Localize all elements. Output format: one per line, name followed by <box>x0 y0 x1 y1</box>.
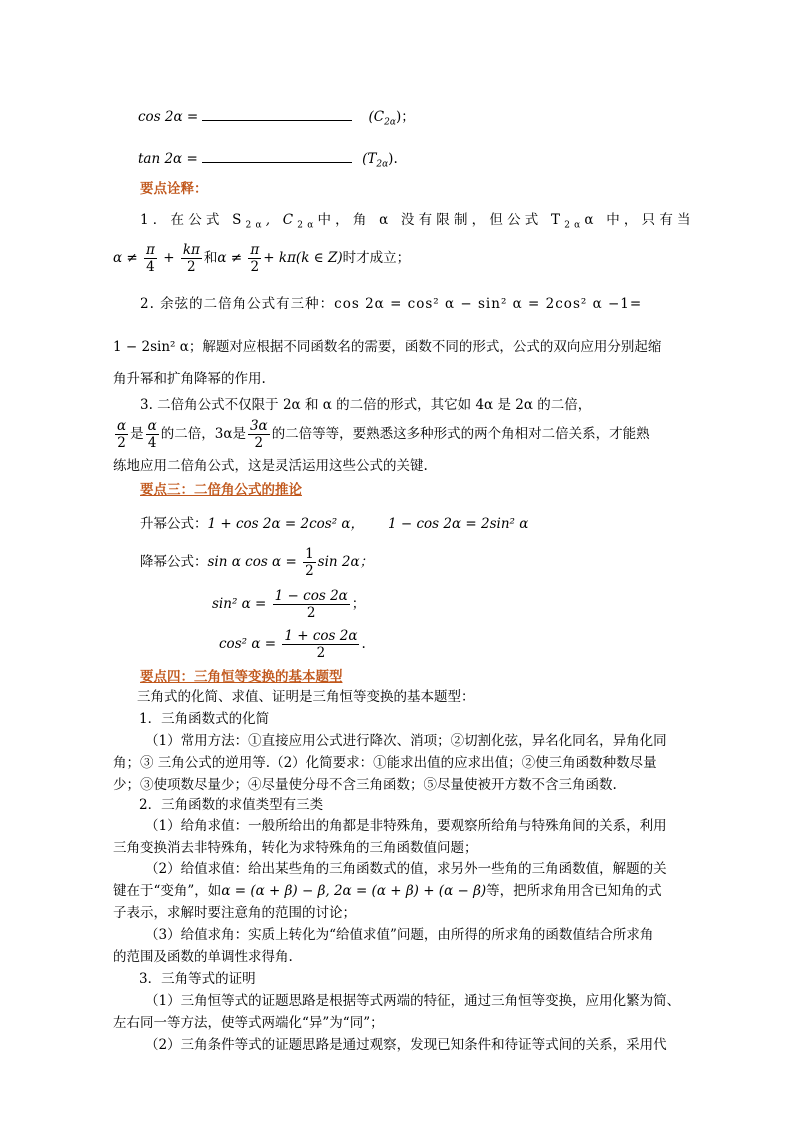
frac-den: 2 <box>254 435 264 452</box>
note3-line1: 3. 二倍角公式不仅限于 2α 和 α 的二倍的形式，其它如 4α 是 2α 的二倍， <box>140 397 592 413</box>
note3-mid: 的二倍，3α是 <box>160 426 246 443</box>
note1-sub-s: 2α <box>245 220 266 231</box>
lower-c-right: . <box>361 636 366 653</box>
note1-sub-t: 2α <box>564 220 585 231</box>
raise-formula-2: 1 − cos 2α = 2sin² α <box>388 516 529 532</box>
frac-num: 1 <box>305 546 314 562</box>
frac-den: 2 <box>187 259 196 276</box>
frac-den: 2 <box>305 563 314 580</box>
note1-line1 <box>140 212 695 232</box>
tan-blank <box>202 150 352 163</box>
sub2-line4-math: α = (α + β) − β, 2α = (α + β) + (α − β) <box>221 883 487 899</box>
note1-text-b: , C <box>265 212 298 228</box>
cos-tag-sub: 2α <box>384 117 396 128</box>
plus-sign: + <box>163 250 175 267</box>
frac-den: 2 <box>316 645 326 662</box>
frac-num: kπ <box>182 242 200 258</box>
lower-power-formula-c <box>219 628 366 661</box>
raise-label: 升幂公式： <box>140 516 208 532</box>
notes-heading: 要点诠释： <box>140 181 208 197</box>
tan-tag: (T <box>362 151 377 167</box>
lower-power-formula-a <box>140 546 373 579</box>
section4-sub2-line2: 三角变换消去非特殊角，转化为求特殊角的三角函数值问题； <box>113 840 478 856</box>
note1-text-a: 1．在公式 S <box>140 212 246 228</box>
section4-sub2-line6: （3）给值求角：实质上转化为“给值求值”问题，由所得的所求角的函数值结合所求角 <box>145 927 654 943</box>
fraction-alpha-over-2 <box>115 418 128 451</box>
section4-sub1-title: 1．三角函数式的化简 <box>139 711 270 727</box>
section4-sub3-title: 3．三角等式的证明 <box>139 971 256 987</box>
note1-text-d: α 中，只有当 <box>584 212 695 228</box>
fraction-pi-over-2 <box>248 242 261 275</box>
tan-double-angle-formula <box>138 150 398 171</box>
frac-den: 4 <box>146 259 155 276</box>
fraction-kpi-over-2 <box>181 242 202 275</box>
frac-den: 2 <box>117 435 126 452</box>
section4-sub2-line5: 子表示，求解时要注意角的范围的讨论； <box>113 905 356 921</box>
frac-den: 2 <box>306 605 316 622</box>
note2-line3: 角升幂和扩角降幂的作用. <box>113 371 266 387</box>
section4-sub2-line1: （1）给角求值：一般所给出的角都是非特殊角，要观察所给角与特殊角间的关系，利用 <box>145 818 667 834</box>
fraction-pi-over-4 <box>144 242 157 275</box>
lower-a-left: sin α cos α = <box>207 554 297 571</box>
fraction-c <box>282 628 359 661</box>
section4-sub2-line7: 的范围及函数的单调性求得角. <box>113 949 293 965</box>
frac-den: 4 <box>147 435 157 452</box>
cos-blank <box>202 108 352 121</box>
frac-den: 2 <box>250 259 260 276</box>
note3-line3: 练地应用二倍角公式，这是灵活运用这些公式的关键. <box>113 458 428 474</box>
note2-line2: 1 − 2sin² α；解题对应根据不同函数名的需要，函数不同的形式，公式的双向应用分别起缩 <box>113 339 662 355</box>
section4-sub2-line3: （2）给值求值：给出某些角的三角函数式的值，求另外一些角的三角函数值，解题的关 <box>145 861 667 877</box>
note3-line2 <box>113 418 650 451</box>
lower-c-left: cos² α = <box>219 636 277 653</box>
lower-a-right: sin 2α； <box>317 554 374 571</box>
section4-sub1-line2: 角；③ 三角公式的逆用等.（2）化简要求：①能求出值的应求出值；②使三角函数种数尽量 <box>113 755 657 771</box>
cos-double-angle-formula <box>138 108 415 129</box>
cos-label: cos 2α = <box>138 109 199 125</box>
frac-num: π <box>146 242 155 258</box>
fraction-alpha-over-4 <box>146 418 159 451</box>
raise-power-formulas <box>140 516 528 533</box>
tan-label: tan 2α = <box>138 151 198 167</box>
note1-cond-b: α ≠ <box>217 250 243 267</box>
fraction-one-half <box>303 546 316 579</box>
section4-sub3-line1: （1）三角恒等式的证题思路是根据等式两端的特征，通过三角恒等变换，应用化繁为简、 <box>145 993 681 1009</box>
note1-text-c: 中，角 α 没有限制，但公式 T <box>317 212 565 228</box>
note1-sub-c: 2α <box>297 220 318 231</box>
section4-intro: 三角式的化简、求值、证明是三角恒等变换的基本题型： <box>137 689 475 705</box>
fraction-3alpha-over-2 <box>248 418 270 451</box>
section4-sub3-line2: 左右同一等方法，使等式两端化“异”为“同”； <box>113 1015 384 1031</box>
frac-num: π <box>250 242 260 258</box>
note1-line2 <box>113 242 410 275</box>
note3-rest: 的二倍等等，要熟悉这多种形式的两个角相对二倍关系，才能熟 <box>271 426 650 443</box>
section4-sub1-line3: 少；③使项数尽量少；④尽量使分母不含三角函数；⑤尽量使被开方数不含三角函数. <box>113 777 617 793</box>
note2-line1: 2. 余弦的二倍角公式有三种：cos 2α = cos² α − sin² α = 2cos² α −1= <box>140 296 643 312</box>
tan-tag-end: ). <box>388 151 398 167</box>
and-text: 和 <box>203 250 218 267</box>
section4-sub2-title: 2．三角函数的求值类型有三类 <box>139 797 324 813</box>
lower-power-formula-b <box>212 588 365 621</box>
cos-tag-end: )； <box>395 109 415 125</box>
note1-tail: 时才成立； <box>342 250 411 267</box>
lower-b-right: ； <box>351 596 366 613</box>
note1-cond-a: α ≠ <box>113 250 138 267</box>
frac-num: 1 − cos 2α <box>274 588 348 604</box>
sub2-line4-b: 等，把所求角用含已知角的式 <box>486 883 662 899</box>
note1-cond-c: + kπ(k ∈ Z) <box>263 250 343 267</box>
cos-tag: (C <box>368 109 385 125</box>
frac-num: 3α <box>249 418 268 434</box>
section4-heading: 要点四：三角恒等变换的基本题型 <box>140 669 343 685</box>
section4-sub3-line3: （2）三角条件等式的证题思路是通过观察，发现已知条件和待证等式间的关系，采用代 <box>145 1037 667 1053</box>
sub2-line4-a: 键在于“变角”，如 <box>113 883 222 899</box>
section4-sub1-line1: （1）常用方法：①直接应用公式进行降次、消项；②切割化弦，异名化同名，异角化同 <box>145 733 667 749</box>
raise-formula-1: 1 + cos 2α = 2cos² α， <box>207 516 365 532</box>
tan-tag-sub: 2α <box>376 159 389 170</box>
frac-num: α <box>147 418 157 434</box>
frac-num: α <box>117 418 127 434</box>
is-text: 是 <box>130 426 144 443</box>
fraction-b <box>273 588 350 621</box>
lower-b-left: sin² α = <box>212 596 267 613</box>
frac-num: 1 + cos 2α <box>284 628 358 644</box>
section3-heading: 要点三：二倍角公式的推论 <box>140 482 302 498</box>
lower-label: 降幂公式： <box>140 554 208 571</box>
section4-sub2-line4 <box>113 883 662 900</box>
